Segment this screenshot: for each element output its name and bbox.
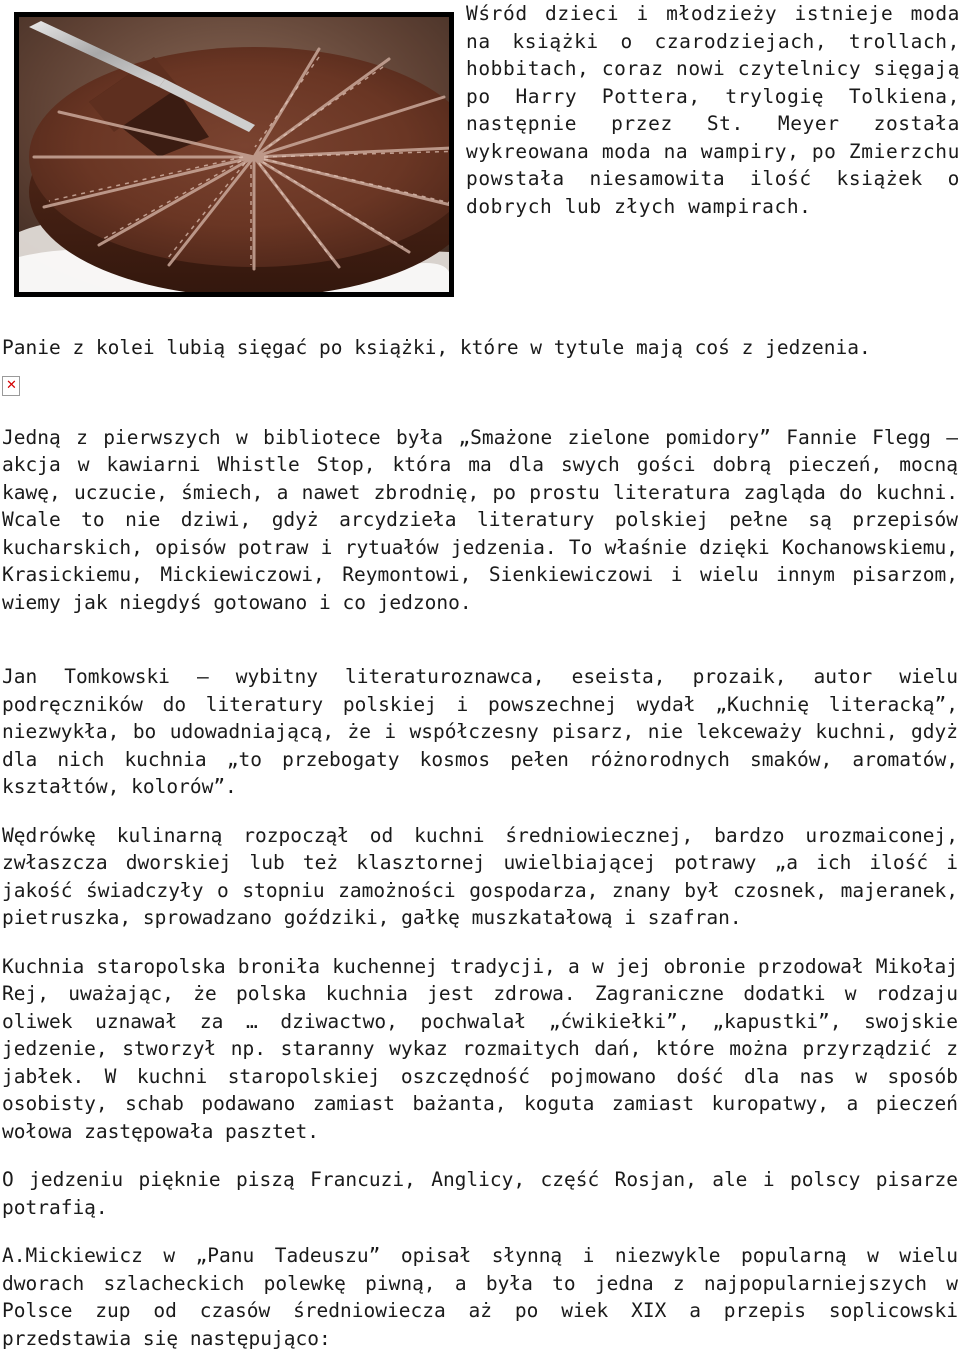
intro-section [2, 0, 958, 300]
cake-photo [14, 12, 454, 297]
article [2, 0, 958, 1352]
broken-image-icon: ✕ [2, 376, 20, 396]
cake-photo-illustration [19, 17, 449, 292]
paragraph-smazone-pomidory: Jedną z pierwszych w bibliotece była „Smażone zielone pomidory” Fannie Flegg – akcja w kawiarni Whistle Stop, która ma dla swych gości dobrą pieczeń, mocną kawę, uczucie, śmiech, a nawet zbrodnię, po prostu literatura zagląda do kuchni. Wcale to nie dziwi, gdyż arcydzieła literatury polskiej pełne są przepisów kucharskich, opisów potraw i rytuałów jedzenia. To właśnie dzięki Kochanowskiemu, Krasickiemu, Mickiewiczowi, Reymontowi, Sienkiewiczowi i wielu innym pisarzom, wiemy jak niegdyś gotowano i co jedzono. [2, 425, 958, 614]
paragraph-jan-tomkowski: Jan Tomkowski – wybitny literaturoznawca, eseista, prozaik, autor wielu podręczników do literatury polskiej i powszechnej wydał „Kuchnię literacką”, niezwykła, bo udowadniającą, że i współczesny pisarz, nie lekceważy kuchni, gdyż dla nich kuchnia „to przebogaty kosmos pełen różnorodnych smaków, aromatów, kształtów, kolorów”. [2, 665, 958, 798]
paragraph-kuchnia-sredniowieczna: Wędrówkę kulinarną rozpoczął od kuchni średniowiecznej, bardzo urozmaiconej, zwłaszcza dworskiej lub też klasztornej uwielbiającej potrawy „a ich ilość i jakość świadczyły o stopniu zamożności gospodarza, znany był czosnek, majeranek, pietruszka, sprowadzano goździki, gałkę muszkatałową i szafran. [2, 823, 958, 929]
paragraph-kuchnia-staropolska: Kuchnia staropolska broniła kuchennej tradycji, a w jej obronie przodował Mikołaj Rej, uważając, że polska kuchnia jest zdrowa. Zagraniczne dodatki w rodzaju oliwek uznawał za … dziwactwo, pochwalał „ćwikiełki”, „kapustki”, swojskie jedzenie, stworzył np. staranny wykaz rozmaitych dań, które można przyrządzić z jabłek. W kuchni staropolskiej oszczędność pojmowano dość dla nas w sposób osobisty, schab podawano zamiast bażanta, koguta zamiast kuropatwy, a pieczeń wołowa zastępowała pasztet. [2, 954, 958, 1143]
paragraph-mickiewicz: A.Mickiewicz w „Panu Tadeuszu” opisał słynną i niezwykle popularną w wielu dworach szlacheckich polewkę piwną, a była to jedna z najpopularniejszych w Polsce zup od czasów średniowiecza aż po wiek XIX a przepis soplicowski przedstawia się następująco: [2, 1244, 958, 1350]
paragraph-panie: Panie z kolei lubią sięgać po książki, które w tytule mają coś z jedzenia. [2, 336, 871, 359]
paragraph-o-jedzeniu: O jedzeniu pięknie piszą Francuzi, Anglicy, część Rosjan, ale i polscy pisarze potrafią. [2, 1168, 958, 1219]
intro-paragraph: Wśród dzieci i młodzieży istnieje moda na książki o czarodziejach, trollach, hobbitach, coraz nowi czytelnicy sięgają po Harry Pottera, trylogię Tolkiena, następnie przez St. Meyer została wykreowana moda na wampiry, po Zmierzchu powstała niesamowita ilość książek o dobrych lub złych wampirach. [466, 2, 960, 218]
